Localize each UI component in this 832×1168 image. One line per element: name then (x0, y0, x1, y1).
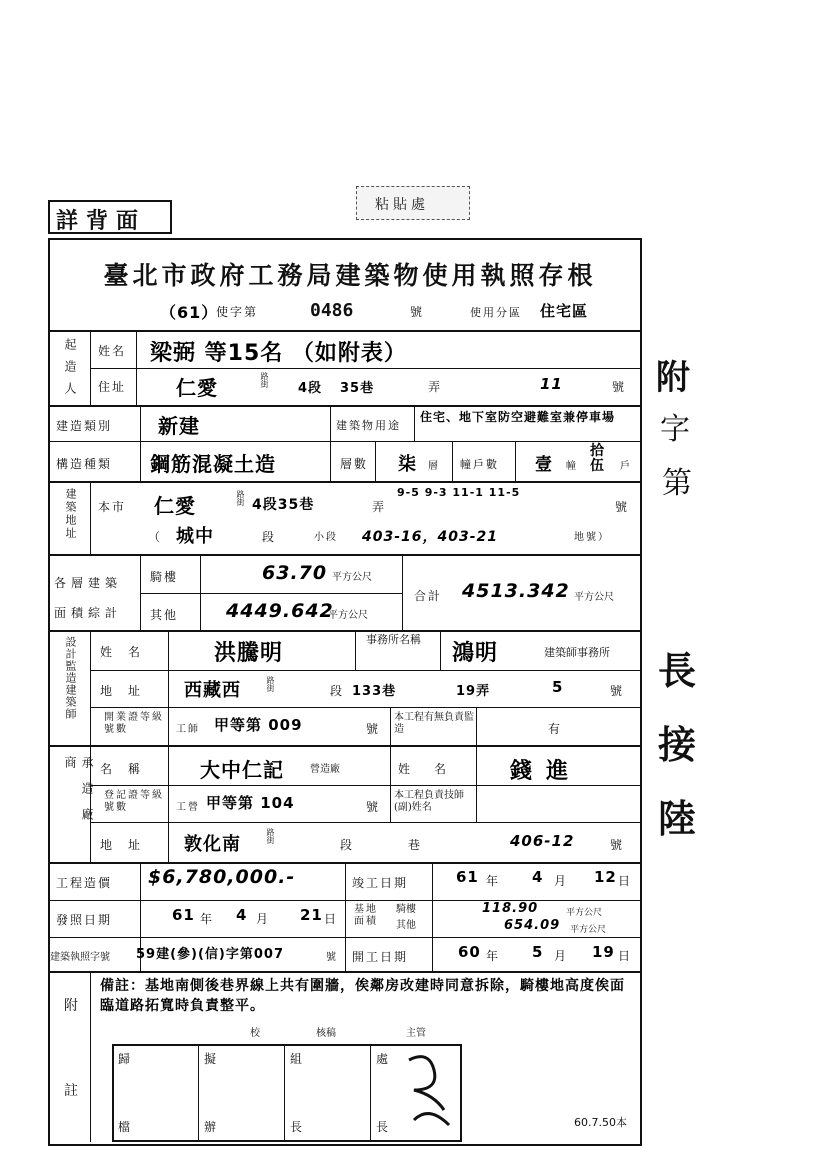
lot-open: （ (148, 530, 163, 544)
designer-addr-road: 西藏西 (184, 680, 241, 701)
contractor-addr-road-lbl: 路街 (266, 828, 275, 844)
use-value: 住宅、地下室防空避難室兼停車場 (420, 410, 616, 424)
rule (48, 554, 640, 556)
rule (168, 745, 169, 862)
owner-addr-hao: 號 (612, 380, 627, 394)
start-d-lbl: 日 (618, 949, 633, 963)
contractor-section-label: 承造廠商 (63, 756, 94, 834)
owner-name-label: 姓名 (98, 344, 127, 358)
owner-addr-alley: 弄 (428, 380, 443, 394)
designer-resp-value: 有 (548, 722, 563, 736)
contractor-address (170, 826, 635, 858)
lot-close: 地號） (574, 532, 610, 543)
designer-lic-label: 開業證等級號數 (104, 712, 164, 735)
remarks-label: 附 (64, 998, 80, 1014)
contractor-person-label: 姓名 (398, 762, 471, 776)
owner-section-label: 起造人 (63, 338, 77, 404)
zone-value: 住宅區 (540, 302, 589, 320)
rule (48, 745, 640, 747)
remarks-text: 備註：基地南側後巷界線上共有圍牆，俟鄰房改建時同意拆除，騎樓地高度俟面臨道路拓寬時負責整平。 (100, 978, 625, 1014)
sign-label-8: 長 (376, 1120, 391, 1134)
done-month: 4 (532, 868, 544, 886)
rule (440, 630, 441, 670)
rule (90, 822, 640, 823)
ground-arcade-label: 騎樓 (396, 904, 416, 915)
designer-office-suffix: 建築師事務所 (544, 646, 610, 659)
margin-char-10: 陸 (658, 796, 697, 841)
rule (48, 862, 640, 864)
ground-other-value: 654.09 (504, 918, 561, 933)
units-unit: 幢 (566, 461, 578, 472)
contractor-person-value: 錢進 (510, 759, 583, 784)
rule (476, 745, 477, 822)
issue-date (150, 904, 345, 932)
rule (390, 707, 391, 745)
contractor-addr-lane: 巷 (408, 838, 423, 852)
contractor-lic-prefix: 工營 (176, 802, 200, 813)
sign-top-2: 核稿 (316, 1028, 336, 1039)
designer-lic-value: 甲等第 009 (214, 716, 303, 734)
owner-address (140, 372, 635, 402)
sign-label-1: 歸 (118, 1052, 133, 1066)
contractor-addr-road: 敦化南 (184, 834, 241, 855)
margin-char-9: 接 (658, 722, 697, 767)
site-address (92, 486, 637, 552)
rule (476, 707, 477, 745)
lot-seg: 段 (262, 530, 277, 544)
rule (90, 368, 640, 369)
site-numbers: 9-5 9-3 11-1 11-5 (397, 486, 521, 499)
site-seg: 4段35巷 (252, 497, 315, 513)
done-year: 61 (456, 868, 479, 886)
rule (140, 593, 402, 594)
back-side-tag (48, 200, 172, 234)
designer-office-value: 鴻明 (452, 641, 499, 666)
form-title: 臺北市政府工務局建築物使用執照存根 (103, 261, 597, 290)
start-y-lbl: 年 (486, 949, 501, 963)
floor-other-label: 其他 (150, 608, 179, 622)
sign-label-3: 擬 (204, 1052, 219, 1066)
rule (284, 1044, 285, 1140)
rule (90, 670, 640, 671)
lot-value: 403-16，403-21 (362, 529, 499, 545)
units-label: 幢戶數 (460, 458, 499, 471)
rule (48, 900, 640, 901)
rule (48, 630, 640, 632)
floors-label: 層數 (340, 457, 369, 471)
permit-value: 59建(參)(信)字第007 (136, 947, 284, 962)
designer-lic-prefix: 工師 (176, 724, 200, 735)
units-value: 壹 (535, 455, 553, 475)
designer-resp-label: 本工程有無負責監造 (394, 712, 474, 735)
site-road-lbl: 路街 (236, 490, 245, 506)
units-value2: 拾伍 (590, 443, 605, 474)
sign-label-4: 辦 (204, 1120, 219, 1134)
owner-addr-road-lbl: 路街 (260, 372, 269, 388)
contractor-lic-hao: 號 (366, 800, 381, 814)
floor-total-value: 4513.342 (462, 580, 570, 602)
number-row (160, 300, 630, 322)
ground-other-unit: 平方公尺 (570, 925, 607, 935)
designer-addr-lane: 133巷 (352, 684, 397, 699)
issue-d-lbl: 日 (324, 912, 339, 926)
site-label: 建築地址 (64, 488, 77, 540)
floor-arcade-label: 騎樓 (150, 570, 179, 584)
issue-day: 21 (300, 906, 323, 924)
rule (168, 630, 169, 670)
rule (375, 441, 376, 483)
ground-label: 基地面積 (354, 904, 378, 927)
sign-label-5: 組 (290, 1052, 305, 1066)
sign-top-3: 主管 (406, 1028, 426, 1039)
rule (402, 554, 403, 632)
done-m-lbl: 月 (554, 874, 569, 888)
year-prefix: （61） (160, 303, 219, 322)
done-date (436, 866, 636, 894)
contractor-lic-value: 甲等第 104 (206, 794, 295, 812)
rule (452, 441, 453, 483)
margin-char-1: 附 (656, 358, 690, 398)
rule (140, 405, 141, 483)
rule (90, 971, 91, 1142)
floor-total-unit: 平方公尺 (574, 592, 614, 603)
start-day: 19 (592, 943, 615, 961)
rule (345, 862, 346, 973)
site-road: 仁愛 (154, 494, 196, 518)
rule (432, 862, 433, 973)
rule (48, 481, 640, 483)
start-year: 60 (458, 943, 481, 961)
site-city: 本市 (98, 500, 127, 514)
done-y-lbl: 年 (486, 874, 501, 888)
start-date (436, 941, 636, 969)
rule (200, 554, 201, 632)
designer-addr-alley: 19弄 (456, 684, 491, 699)
date-stamp: 60.7.50本 (574, 1116, 627, 1129)
back-side-tag-text: 詳背面 (56, 208, 147, 234)
designer-name-value: 洪騰明 (214, 641, 284, 666)
floors-unit: 層 (428, 461, 440, 472)
owner-addr-no: 11 (540, 375, 563, 393)
rule (140, 554, 141, 632)
designer-section-label: 設計監造建築師 (64, 636, 77, 720)
margin-char-2: 字 (660, 412, 690, 447)
floor-other-unit: 平方公尺 (328, 610, 368, 621)
permit-label: 建築執照字號 (50, 952, 110, 963)
owner-addr-label: 住址 (98, 380, 127, 394)
rule (90, 785, 640, 786)
sign-label-2: 檔 (118, 1120, 133, 1134)
designer-addr-no: 5 (552, 678, 564, 696)
rule (90, 707, 640, 708)
contractor-addr-seg: 段 (340, 838, 355, 852)
rule (515, 441, 516, 483)
hao-label: 號 (410, 305, 425, 319)
char-label: 使字第 (216, 305, 259, 319)
category-label: 建造類別 (56, 419, 113, 433)
lot-small: 小段 (314, 532, 338, 543)
start-label: 開工日期 (352, 950, 409, 964)
structure-label: 構造種類 (56, 457, 113, 471)
sign-top-1: 校 (250, 1028, 260, 1039)
signature-scribble (404, 1050, 454, 1130)
owner-addr-road: 仁愛 (176, 376, 218, 400)
rule (48, 441, 640, 442)
rule (370, 1044, 371, 1140)
cost-label: 工程造價 (56, 876, 113, 890)
contractor-lic-label: 登記證等級號數 (104, 790, 164, 813)
designer-address (170, 674, 635, 704)
floor-area-label: 各層建築面積綜計 (54, 576, 123, 620)
use-label: 建築物用途 (336, 419, 401, 432)
owner-name-value: 梁弼 等15名 （如附表） (150, 341, 407, 366)
rule (48, 971, 640, 973)
designer-addr-hao: 號 (610, 684, 625, 698)
units-unit2: 戶 (620, 461, 632, 472)
designer-office-label: 事務所名稱 (366, 633, 421, 646)
contractor-addr-hao: 號 (610, 838, 625, 852)
issue-month: 4 (236, 906, 248, 924)
cost-value: $6,780,000.- (148, 866, 296, 888)
rule (136, 330, 137, 407)
contractor-name-value: 大中仁記 (200, 758, 284, 782)
done-day: 12 (594, 868, 617, 886)
floors-value: 柒 (398, 454, 417, 475)
rule (168, 707, 169, 745)
license-number: 0486 (310, 300, 354, 321)
issue-m-lbl: 月 (256, 912, 271, 926)
sign-label-7: 處 (376, 1052, 391, 1066)
contractor-name-label: 名稱 (100, 762, 157, 776)
contractor-tech-label: 本工程負責技師(副)姓名 (394, 790, 464, 813)
remarks-label-2: 註 (64, 1083, 80, 1099)
rule (330, 405, 331, 442)
issue-year: 61 (172, 906, 195, 924)
done-label: 竣工日期 (352, 876, 409, 890)
zone-label: 使用分區 (470, 306, 522, 319)
floor-other-value: 4449.642 (226, 600, 334, 622)
contractor-addr-no: 406-12 (510, 832, 575, 850)
permit-hao: 號 (326, 952, 338, 963)
start-m-lbl: 月 (554, 949, 569, 963)
site-hao: 號 (615, 500, 630, 514)
rule (90, 481, 91, 556)
sign-label-6: 長 (290, 1120, 305, 1134)
rule (414, 405, 415, 442)
owner-addr-seg: 4段 (298, 381, 323, 396)
designer-addr-label: 地址 (100, 684, 157, 698)
margin-char-8: 長 (658, 648, 697, 693)
contractor-name-suffix: 營造廠 (310, 764, 340, 775)
rule (90, 330, 91, 407)
floor-arcade-unit: 平方公尺 (332, 572, 372, 583)
rule (198, 1044, 199, 1140)
designer-lic-hao: 號 (366, 722, 381, 736)
lot-area: 城中 (176, 526, 214, 547)
ground-other-label: 其他 (396, 920, 416, 931)
floor-total-label: 合計 (414, 589, 443, 603)
structure-value: 鋼筋混凝土造 (150, 452, 276, 476)
rule (355, 630, 356, 670)
designer-name-label: 姓名 (100, 645, 157, 659)
margin-char-3: 第 (662, 466, 692, 501)
ground-arcade-value: 118.90 (482, 901, 539, 916)
start-month: 5 (532, 943, 544, 961)
category-value: 新建 (158, 414, 200, 438)
contractor-addr-label: 地址 (100, 838, 157, 852)
issue-y-lbl: 年 (200, 912, 215, 926)
paste-stamp-text: 粘貼處 (375, 197, 429, 213)
ground-arcade-unit: 平方公尺 (566, 908, 603, 918)
right-margin-column (652, 350, 712, 900)
designer-addr-road-lbl: 路街 (266, 676, 275, 692)
rule (168, 670, 169, 707)
rule (390, 745, 391, 822)
paste-stamp (356, 186, 470, 220)
site-alley: 弄 (372, 500, 387, 514)
designer-addr-seg: 段 (330, 684, 345, 698)
done-d-lbl: 日 (618, 874, 633, 888)
issue-label: 發照日期 (56, 913, 113, 927)
rule (330, 441, 331, 483)
floor-arcade-value: 63.70 (262, 562, 328, 584)
owner-addr-lane: 35巷 (340, 381, 375, 396)
rule (48, 937, 640, 938)
